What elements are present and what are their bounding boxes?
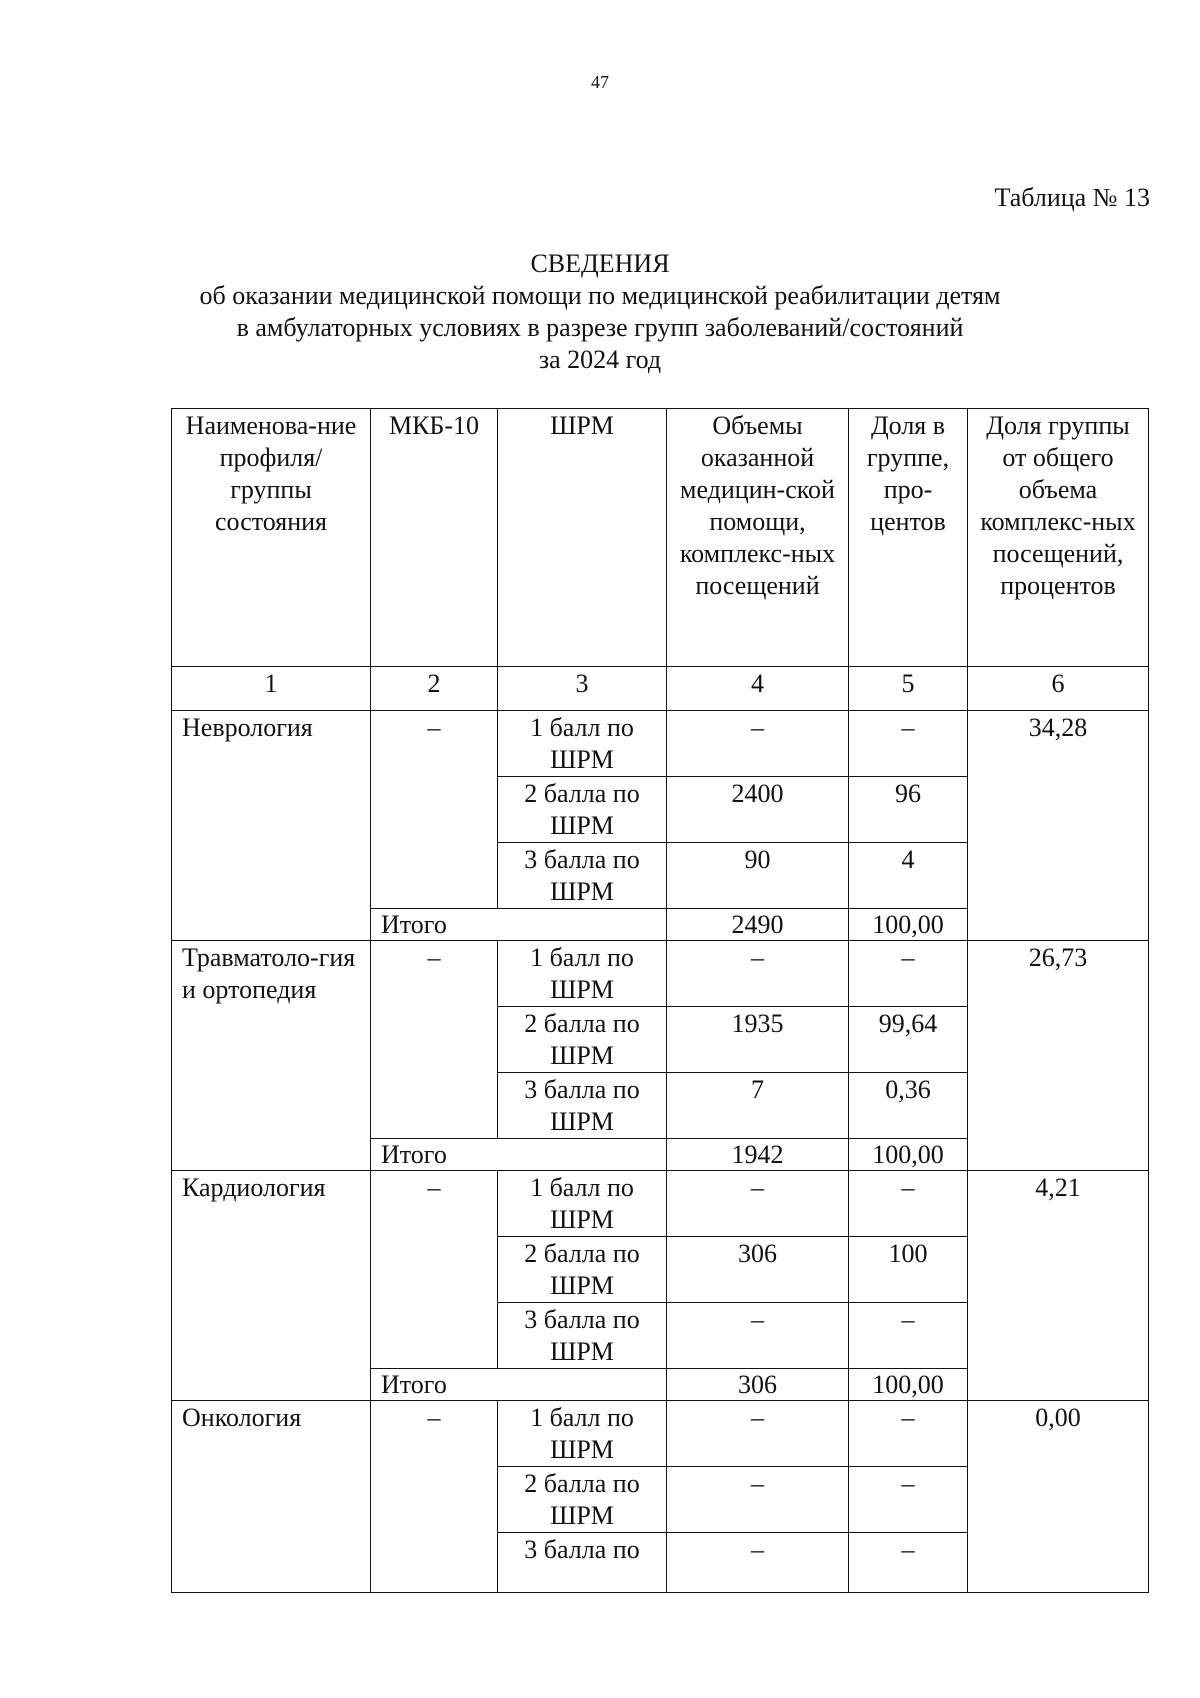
volume-value: – [667,941,849,1007]
total-share-value: 100,00 [849,909,968,941]
rehabilitation-table [171,408,1149,1593]
heading-line-3: в амбулаторных условиях в разрезе групп заболеваний/состояний [236,313,964,342]
volume-value: 2400 [667,777,849,843]
column-number: 1 [172,667,371,711]
heading-line-1: СВЕДЕНИЯ [530,249,670,278]
table-row [172,711,1149,777]
share-of-total-value: 4,21 [968,1171,1149,1401]
volume-value: – [667,711,849,777]
header-profile: Наименова-ние профиля/ группы состояния [172,409,371,667]
share-of-total-value: 26,73 [968,941,1149,1171]
icd-code: – [371,1171,498,1369]
header-icd: МКБ-10 [371,409,498,667]
total-label: Итого [371,1369,667,1401]
share-in-group-value: 99,64 [849,1007,968,1073]
total-share-value: 100,00 [849,1369,968,1401]
column-number: 4 [667,667,849,711]
share-in-group-value: – [849,711,968,777]
shrm-score: 1 балл по ШРМ [498,711,667,777]
heading-line-4: за 2024 год [538,345,662,374]
shrm-score: 2 балла по ШРМ [498,777,667,843]
volume-value: – [667,1467,849,1533]
column-number: 6 [968,667,1149,711]
header-row [172,409,1149,667]
share-in-group-value: 0,36 [849,1073,968,1139]
group-name: Онкология [172,1401,371,1593]
shrm-score: 3 балла по [498,1533,667,1593]
volume-value: 90 [667,843,849,909]
table-row [172,1171,1149,1237]
column-number-row [172,667,1149,711]
icd-code: – [371,711,498,909]
share-in-group-value: – [849,1171,968,1237]
shrm-score: 3 балла по ШРМ [498,1073,667,1139]
shrm-score: 2 балла по ШРМ [498,1007,667,1073]
share-in-group-value: – [849,941,968,1007]
total-volume-value: 2490 [667,909,849,941]
column-number: 5 [849,667,968,711]
group-name: Кардиология [172,1171,371,1401]
total-label: Итого [371,909,667,941]
share-of-total-value: 34,28 [968,711,1149,941]
table-body [172,409,1149,1593]
volume-value: – [667,1533,849,1593]
group-name: Неврология [172,711,371,941]
volume-value: – [667,1303,849,1369]
heading-line-2: об оказании медицинской помощи по медицинской реабилитации детям [199,281,1001,310]
share-in-group-value: 100 [849,1237,968,1303]
volume-value: 7 [667,1073,849,1139]
volume-value: – [667,1171,849,1237]
header-share-of-total: Доля группы от общего объема комплекс-ных посещений, процентов [968,409,1149,667]
shrm-score: 3 балла по ШРМ [498,843,667,909]
volume-value: – [667,1401,849,1467]
shrm-score: 1 балл по ШРМ [498,1401,667,1467]
share-in-group-value: – [849,1467,968,1533]
shrm-score: 2 балла по ШРМ [498,1237,667,1303]
total-volume-value: 306 [667,1369,849,1401]
table-label: Таблица № 13 [994,183,1150,212]
shrm-score: 2 балла по ШРМ [498,1467,667,1533]
share-in-group-value: 4 [849,843,968,909]
share-of-total-value: 0,00 [968,1401,1149,1593]
header-shrm: ШРМ [498,409,667,667]
shrm-score: 3 балла по ШРМ [498,1303,667,1369]
share-in-group-value: – [849,1401,968,1467]
header-volume: Объемы оказанной медицин-ской помощи, комплекс-ных посещений [667,409,849,667]
volume-value: 306 [667,1237,849,1303]
total-volume-value: 1942 [667,1139,849,1171]
column-number: 2 [371,667,498,711]
total-share-value: 100,00 [849,1139,968,1171]
document-heading [0,248,1200,376]
page-number: 47 [591,72,609,92]
share-in-group-value: 96 [849,777,968,843]
share-in-group-value: – [849,1533,968,1593]
volume-value: 1935 [667,1007,849,1073]
icd-code: – [371,941,498,1139]
shrm-score: 1 балл по ШРМ [498,941,667,1007]
header-share-in-group: Доля в группе, про-центов [849,409,968,667]
table-row [172,1401,1149,1467]
group-name: Травматоло-гия и ортопедия [172,941,371,1171]
shrm-score: 1 балл по ШРМ [498,1171,667,1237]
column-number: 3 [498,667,667,711]
table-row [172,941,1149,1007]
icd-code: – [371,1401,498,1593]
total-label: Итого [371,1139,667,1171]
share-in-group-value: – [849,1303,968,1369]
